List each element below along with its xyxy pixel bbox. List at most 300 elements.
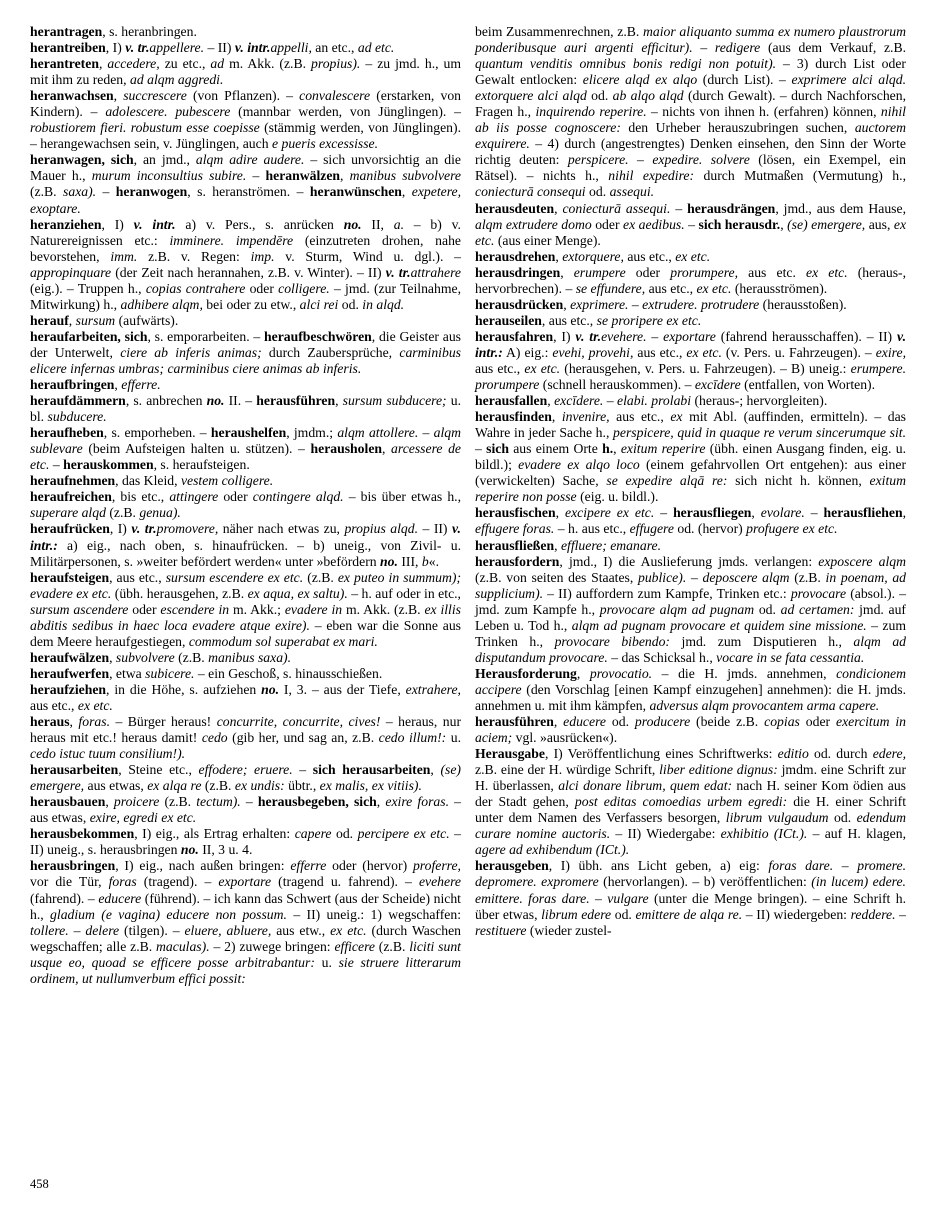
- text-run: oder: [218, 489, 253, 505]
- text-run: u. bl.: [30, 393, 462, 425]
- text-run: ,: [560, 264, 574, 280]
- text-run: imm.: [110, 248, 138, 264]
- text-run: extorquere,: [562, 248, 624, 264]
- text-run: no.: [261, 681, 280, 697]
- text-run: attingere: [169, 489, 219, 505]
- text-run: sursum ascendere: [30, 601, 129, 617]
- text-run: , I) übh. ans Licht geben, a) eig:: [548, 858, 769, 874]
- text-run: adhibere alqm,: [120, 296, 203, 312]
- text-run: – 3) durch List oder Gewalt entlocken:: [475, 56, 906, 88]
- dictionary-entry: [30, 377, 461, 393]
- text-run: (übh. herausgehen, z.B.: [111, 585, 248, 601]
- text-run: publice).: [637, 569, 687, 585]
- text-run: efferre: [290, 858, 327, 874]
- text-run: evehi, provehi,: [552, 344, 634, 360]
- text-run: – zum Trinken h.,: [475, 617, 906, 649]
- text-run: (herausstoßen).: [759, 296, 847, 312]
- text-run: (durch Gewalt). – durch Nachforschen, Fragen h.,: [475, 88, 907, 120]
- dictionary-entry: [475, 313, 906, 329]
- text-run: u.: [446, 730, 462, 746]
- headword: heraufbeschwören: [264, 328, 372, 344]
- text-run: ex etc.: [330, 922, 367, 938]
- text-run: ,: [68, 312, 76, 328]
- text-run: od.: [611, 906, 636, 922]
- text-run: ex malis, ex vitiis).: [319, 778, 422, 794]
- text-run: ex etc.: [524, 360, 561, 376]
- text-run: maculas).: [156, 938, 210, 954]
- text-run: (heraus-, hervorbrechen). –: [475, 264, 907, 296]
- text-run: alqm attollere.: [337, 425, 419, 441]
- text-run: –: [603, 393, 618, 409]
- text-run: extrahere,: [405, 681, 461, 697]
- text-run: , I): [109, 521, 132, 537]
- text-run: (fahrend herausschaffen). – II): [715, 328, 897, 344]
- headword: herausdringen: [475, 264, 561, 280]
- text-run: cedo illum!:: [378, 730, 447, 746]
- text-run: (aufwärts).: [115, 312, 179, 328]
- headword: herausdrücken: [475, 296, 564, 312]
- text-run: –: [833, 858, 858, 874]
- headword: herausgeben: [475, 858, 549, 874]
- text-run: adolescere. pubescere: [105, 104, 231, 120]
- text-run: (mannbar werden, von Jünglingen). –: [230, 104, 461, 120]
- text-run: vocare in se fata cessantia.: [716, 649, 865, 665]
- text-run: elabi. prolabi: [617, 393, 692, 409]
- text-run: e pueris excessisse.: [272, 136, 379, 152]
- text-run: edendum curare nomine auctoris.: [475, 810, 906, 842]
- text-run: –: [654, 505, 674, 521]
- text-run: promovere,: [156, 521, 219, 537]
- dictionary-entry: [475, 505, 906, 537]
- text-run: auctorem exquirere.: [475, 120, 907, 152]
- text-run: subducere.: [47, 409, 107, 425]
- text-run: sie struere litterarum ordinem, ut nullumverbum effici possit:: [30, 954, 461, 986]
- text-run: copias: [764, 714, 800, 730]
- text-run: v. Sturm, Wind u. dgl.). –: [274, 248, 461, 264]
- text-run: aus einem Orte: [508, 441, 603, 457]
- headword: heraufwerfen: [30, 665, 110, 681]
- text-run: , s. heranbringen.: [102, 24, 197, 39]
- dictionary-entry: [30, 762, 461, 794]
- text-run: percipere ex etc.: [357, 826, 450, 842]
- text-run: zu etc.,: [159, 56, 211, 72]
- text-run: ex puteo in summum);: [337, 569, 461, 585]
- text-run: profugere ex etc.: [746, 521, 838, 537]
- text-run: aus etwas,: [84, 778, 148, 794]
- text-run: editio: [777, 746, 809, 762]
- text-run: –: [692, 40, 715, 56]
- text-run: – nichts von ihnen h. (erfahren) können,: [646, 104, 881, 120]
- text-run: excipere ex etc.: [565, 505, 655, 521]
- text-run: ,: [109, 649, 116, 665]
- text-run: z.B. eine der H. würdige Schrift,: [475, 762, 660, 778]
- text-run: foras.: [78, 714, 110, 730]
- text-run: colligere.: [278, 280, 330, 296]
- left-column: [30, 24, 461, 987]
- text-run: – II) uneig., s. herausbringen: [30, 826, 462, 858]
- headword: heranziehen: [30, 216, 102, 232]
- text-run: –: [804, 505, 824, 521]
- text-run: (fahrend). –: [30, 890, 99, 906]
- headword: heraufwälzen: [30, 649, 110, 665]
- text-run: delere: [85, 922, 120, 938]
- text-run: m. Akk. (z.B.: [224, 56, 312, 72]
- text-run: exprimere alci alqd. extorquere alci alqd: [475, 72, 906, 104]
- headword: heranwagen, sich: [30, 152, 134, 168]
- text-run: (durch List). –: [697, 72, 792, 88]
- text-run: cedo: [201, 730, 228, 746]
- text-run: ,: [401, 184, 412, 200]
- text-run: (se) emergere,: [787, 216, 866, 232]
- text-run: – h. auf oder in etc.,: [347, 585, 461, 601]
- text-run: expetere, exoptare.: [30, 184, 462, 216]
- dictionary-entry: [475, 24, 906, 201]
- headword: sich: [486, 441, 509, 457]
- text-run: ,: [430, 762, 441, 778]
- text-run: a.: [393, 216, 404, 232]
- text-run: ex etc.: [806, 264, 848, 280]
- text-run: manibus saxa).: [208, 649, 292, 665]
- text-run: (beide z.B.: [690, 714, 765, 730]
- headword: herausführen: [256, 393, 336, 409]
- text-run: übtr.,: [284, 778, 320, 794]
- text-run: exportare: [218, 874, 272, 890]
- text-run: evadere in: [284, 601, 343, 617]
- text-run: aus etc.,: [633, 344, 687, 360]
- text-run: ad alqm aggredi.: [129, 72, 224, 88]
- dictionary-entry: [475, 858, 906, 938]
- text-run: manibus subvolvere: [349, 168, 462, 184]
- text-run: ex etc.: [77, 697, 113, 713]
- text-run: , s. heranströmen. –: [187, 184, 310, 200]
- dictionary-entry: [475, 297, 906, 313]
- dictionary-entry: [475, 746, 906, 858]
- headword: heraufreichen: [30, 489, 112, 505]
- text-run: copias contrahere: [145, 280, 246, 296]
- headword: heranwünschen: [309, 184, 402, 200]
- text-run: od.: [586, 88, 613, 104]
- text-run: v. tr.: [575, 328, 602, 344]
- text-run: oder: [128, 601, 161, 617]
- text-run: assequi.: [609, 184, 655, 200]
- text-run: carminibus elicere infernas umbras; carminibus ciere animas ab inferis.: [30, 344, 461, 376]
- text-run: redigere: [714, 40, 761, 56]
- text-run: vgl. »ausrücken«).: [512, 730, 618, 746]
- text-run: provocatio.: [589, 665, 653, 681]
- headword: Herausforderung: [475, 665, 577, 681]
- text-run: ciere ab inferis animas;: [120, 344, 262, 360]
- text-run: (der Zeit nach herannahen, z.B. v. Winter). – II): [111, 264, 386, 280]
- text-run: exire foras.: [385, 794, 449, 810]
- text-run: (einem gefahrvollen Ort entgehen): aus einer (verwickelten) Sache,: [475, 457, 907, 489]
- text-run: ad certamen:: [780, 601, 855, 617]
- text-run: ,: [376, 794, 386, 810]
- headword: herausholen: [310, 441, 383, 457]
- text-run: –: [895, 906, 907, 922]
- page-number: 458: [30, 1177, 49, 1191]
- dictionary-entry: [30, 682, 461, 714]
- text-run: (einzutreten drohen, nahe bevorstehen,: [30, 232, 462, 264]
- text-run: – II): [204, 40, 235, 56]
- headword: herausbekommen: [30, 826, 135, 842]
- text-run: educere: [563, 714, 606, 730]
- text-run: producere: [634, 714, 691, 730]
- text-run: sursum subducere;: [342, 393, 447, 409]
- headword: herausfliehen: [823, 505, 903, 521]
- text-run: v. tr.: [131, 521, 157, 537]
- text-run: III,: [397, 553, 422, 569]
- text-run: inquirendo reperire.: [535, 104, 647, 120]
- text-run: a) eig., nach oben, s. hinaufrücken. – b) uneig., von Zivil- u. Militärpersonen, s. »weiter befördert werden« unter »befördern: [30, 537, 461, 569]
- text-run: condicionem accipere: [475, 665, 906, 697]
- text-run: oder (hervor): [326, 858, 413, 874]
- text-run: (durch Waschen wegschaffen; alle z.B.: [30, 922, 462, 954]
- headword: herantreiben: [30, 40, 106, 56]
- text-run: – 2) zuwege bringen:: [209, 938, 335, 954]
- text-run: v. tr.: [125, 40, 150, 56]
- headword: herauf: [30, 312, 69, 328]
- text-run: foras dare.: [768, 858, 834, 874]
- text-run: II,: [361, 216, 394, 232]
- text-run: (se) emergere,: [30, 762, 461, 794]
- headword: herausführen: [475, 714, 554, 730]
- dictionary-entry: [30, 858, 461, 986]
- text-run: –: [246, 168, 266, 184]
- text-run: , s. emporheben. –: [103, 425, 211, 441]
- headword: heraufnehmen: [30, 473, 116, 489]
- text-run: gladium (e vagina) educere non possum.: [50, 906, 287, 922]
- text-run: ex alqa re: [147, 778, 202, 794]
- text-run: excīdere: [694, 377, 741, 393]
- headword: heraufheben: [30, 425, 104, 441]
- text-run: imminere. impendēre: [169, 232, 294, 248]
- text-run: sursum: [75, 312, 116, 328]
- text-run: evehere.: [601, 328, 647, 344]
- text-run: , I): [105, 40, 126, 56]
- text-run: in poenam, ad supplicium).: [475, 569, 907, 601]
- text-run: effluere; emanare.: [560, 537, 662, 553]
- text-run: (wieder zustel-: [526, 922, 612, 938]
- text-run: jmdm. eine Schrift zur H. überlassen,: [475, 762, 906, 794]
- text-run: (stämmig werden, von Jünglingen). – herangewachsen sein, v. Jünglingen, auch: [30, 120, 461, 152]
- text-run: , I): [101, 216, 134, 232]
- text-run: mit Abl. (auffinden, ermitteln). – das Wahre in jeder Sache h.,: [475, 409, 907, 441]
- text-run: alqm ad pugnam provocare et quidem sine missione.: [571, 617, 867, 633]
- text-run: ad: [210, 56, 225, 72]
- text-run: edere,: [872, 746, 906, 762]
- text-run: v. tr.: [385, 264, 411, 280]
- text-run: alqm extrudere domo: [475, 216, 592, 232]
- text-run: , jmdm.;: [286, 425, 338, 441]
- text-run: , die Geister aus der Unterwelt,: [30, 328, 462, 360]
- text-run: oder: [245, 280, 279, 296]
- text-run: , etwa: [109, 665, 146, 681]
- headword: herausarbeiten: [30, 762, 119, 778]
- text-run: excīdere.: [554, 393, 604, 409]
- text-run: perspicere, quid in quaque re verum sincerumque sit.: [613, 425, 907, 441]
- dictionary-entry: [475, 538, 906, 554]
- text-run: deposcere alqm: [702, 569, 790, 585]
- text-run: librum edere: [541, 906, 612, 922]
- text-run: (z.B.: [201, 778, 235, 794]
- headword: herauskommen: [63, 457, 154, 473]
- headword: herausfließen: [475, 537, 555, 553]
- text-run: effugere foras.: [475, 521, 555, 537]
- text-run: an etc.,: [311, 40, 358, 56]
- text-run: aus etc.,: [623, 248, 676, 264]
- text-run: (z.B.: [303, 569, 338, 585]
- text-run: ex: [670, 409, 683, 425]
- dictionary-entry: [475, 666, 906, 714]
- headword: herantreten: [30, 56, 99, 72]
- text-run: , aus etc.,: [541, 312, 597, 328]
- dictionary-entry: [30, 714, 461, 762]
- text-run: elicere alqd ex alqo: [582, 72, 698, 88]
- text-run: ,: [902, 505, 907, 521]
- text-run: commodum sol superabat ex mari.: [188, 633, 378, 649]
- text-run: (herausströmen).: [731, 280, 828, 296]
- text-run: od. (hervor): [673, 521, 747, 537]
- text-run: II, 3 u. 4.: [198, 842, 253, 858]
- headword: herauseilen: [475, 312, 542, 328]
- text-run: se proripere ex etc.: [596, 312, 702, 328]
- text-run: ,: [547, 393, 555, 409]
- text-run: exire,: [875, 344, 906, 360]
- headword: heraufbringen: [30, 377, 115, 393]
- text-run: expedire. solvere: [652, 152, 750, 168]
- text-run: – h. aus etc.,: [554, 521, 630, 537]
- text-run: oder: [591, 216, 624, 232]
- text-run: accedere,: [107, 56, 160, 72]
- text-run: (entfallen, von Worten).: [740, 377, 876, 393]
- text-run: jmd. auf Leben u. Tod h.,: [475, 601, 906, 633]
- text-run: (tragend u. fahrend). –: [271, 874, 419, 890]
- dictionary-entry: [30, 56, 461, 88]
- text-run: – Bürger heraus!: [110, 714, 217, 730]
- text-run: aus etc.,: [30, 697, 78, 713]
- text-run: (tilgen). –: [119, 922, 185, 938]
- text-run: ,: [613, 441, 621, 457]
- dictionary-entry: [30, 393, 461, 425]
- dictionary-entry: [30, 473, 461, 489]
- text-run: subvolvere: [115, 649, 175, 665]
- text-run: (führend). – ich kann das Schwert (aus der Scheide) nicht h.,: [30, 890, 461, 922]
- text-run: aus etc.: [738, 264, 806, 280]
- text-run: sursum escendere ex etc.: [165, 569, 304, 585]
- text-run: v. intr.: [133, 216, 176, 232]
- text-run: , jmd., aus dem Hause,: [775, 200, 906, 216]
- text-run: ex etc.: [686, 344, 722, 360]
- text-run: (z.B.: [30, 184, 64, 200]
- text-run: ex illis abditis sedibus in haec loca evadere atque exire).: [30, 601, 461, 633]
- text-run: (in lucem) edere. emittere. foras dare.: [475, 874, 906, 906]
- text-run: promere. depromere. expromere: [475, 858, 906, 890]
- dictionary-entry: [30, 425, 461, 473]
- headword: herausfallen: [475, 393, 548, 409]
- text-run: succrescere: [123, 88, 187, 104]
- text-run: emittere de alqa re.: [635, 906, 743, 922]
- dictionary-entry: [30, 24, 461, 40]
- text-run: alqm adire audere.: [195, 152, 305, 168]
- dictionary-entry: [30, 666, 461, 682]
- text-run: (z.B.: [174, 649, 209, 665]
- text-run: escendere in: [160, 601, 230, 617]
- text-run: adversus alqm provocantem arma capere.: [649, 697, 880, 713]
- text-run: ex etc.: [675, 248, 711, 264]
- text-run: b: [421, 553, 429, 569]
- text-run: ex etc.: [475, 216, 907, 248]
- headword: herausbringen: [30, 858, 116, 874]
- text-run: aus etc.,: [609, 409, 671, 425]
- text-run: –: [240, 794, 258, 810]
- text-run: – das Schicksal h.,: [607, 649, 717, 665]
- text-run: – bis über etwas h.,: [343, 489, 462, 505]
- text-run: alci donare librum, quem edat:: [558, 778, 733, 794]
- text-run: od.: [338, 296, 363, 312]
- text-run: se effundere,: [575, 280, 646, 296]
- text-run: nihil ab iis posse cognoscere:: [475, 104, 906, 136]
- text-run: – jmd. (zur Teilnahme, Mitwirkung) h.,: [30, 280, 461, 312]
- dictionary-entry: [30, 570, 461, 650]
- text-run: ,: [554, 537, 561, 553]
- text-run: exire, egredi ex etc.: [89, 810, 197, 826]
- text-run: genua).: [139, 505, 181, 521]
- headword: sich herausdr.: [698, 216, 781, 232]
- text-run: propius).: [311, 56, 361, 72]
- text-run: coniecturā assequi.: [562, 200, 671, 216]
- text-run: (aus einer Menge).: [494, 232, 601, 248]
- headword: sich herausarbeiten: [312, 762, 431, 778]
- text-run: appellere.: [149, 40, 205, 56]
- text-run: no.: [206, 393, 225, 409]
- text-run: durch Zaubersprüche,: [261, 344, 400, 360]
- headword: Herausgabe: [475, 746, 545, 762]
- text-run: II. –: [224, 393, 257, 409]
- text-run: , I): [553, 328, 576, 344]
- text-run: prorumpere,: [670, 264, 739, 280]
- text-run: evolare.: [760, 505, 805, 521]
- text-run: ,: [69, 714, 79, 730]
- text-run: invenire,: [561, 409, 610, 425]
- text-run: –: [49, 457, 64, 473]
- headword: herantragen: [30, 24, 103, 39]
- text-run: proicere: [113, 794, 160, 810]
- text-run: educere: [98, 890, 142, 906]
- text-run: , aus etc.,: [109, 569, 166, 585]
- text-run: od.: [585, 184, 610, 200]
- text-run: efferre.: [121, 377, 161, 393]
- text-run: in alqd.: [362, 296, 405, 312]
- text-run: agere ad exhibendum (ICt.).: [475, 842, 630, 858]
- headword: heraufsteigen: [30, 569, 110, 585]
- text-run: imp.: [250, 248, 275, 264]
- text-run: , bis etc.,: [111, 489, 170, 505]
- text-run: , in die Höhe, s. aufziehen: [106, 681, 262, 697]
- text-run: efficere: [334, 938, 375, 954]
- text-run: durch Mutmaßen (Vermutung) h.,: [694, 168, 906, 184]
- text-run: –: [670, 200, 688, 216]
- text-run: –: [292, 762, 313, 778]
- text-run: näher nach etwas zu,: [218, 521, 345, 537]
- text-run: (v. Pers. u. Fahrzeugen). –: [721, 344, 876, 360]
- dictionary-entry: [475, 201, 906, 249]
- text-run: aus etc.,: [645, 280, 697, 296]
- text-run: , s. anbrechen: [125, 393, 207, 409]
- text-run: ad etc.: [357, 40, 395, 56]
- text-run: – zu jmd. h., um mit ihm zu reden,: [30, 56, 462, 88]
- text-run: (z.B.: [374, 938, 410, 954]
- text-run: effodere; eruere.: [198, 762, 293, 778]
